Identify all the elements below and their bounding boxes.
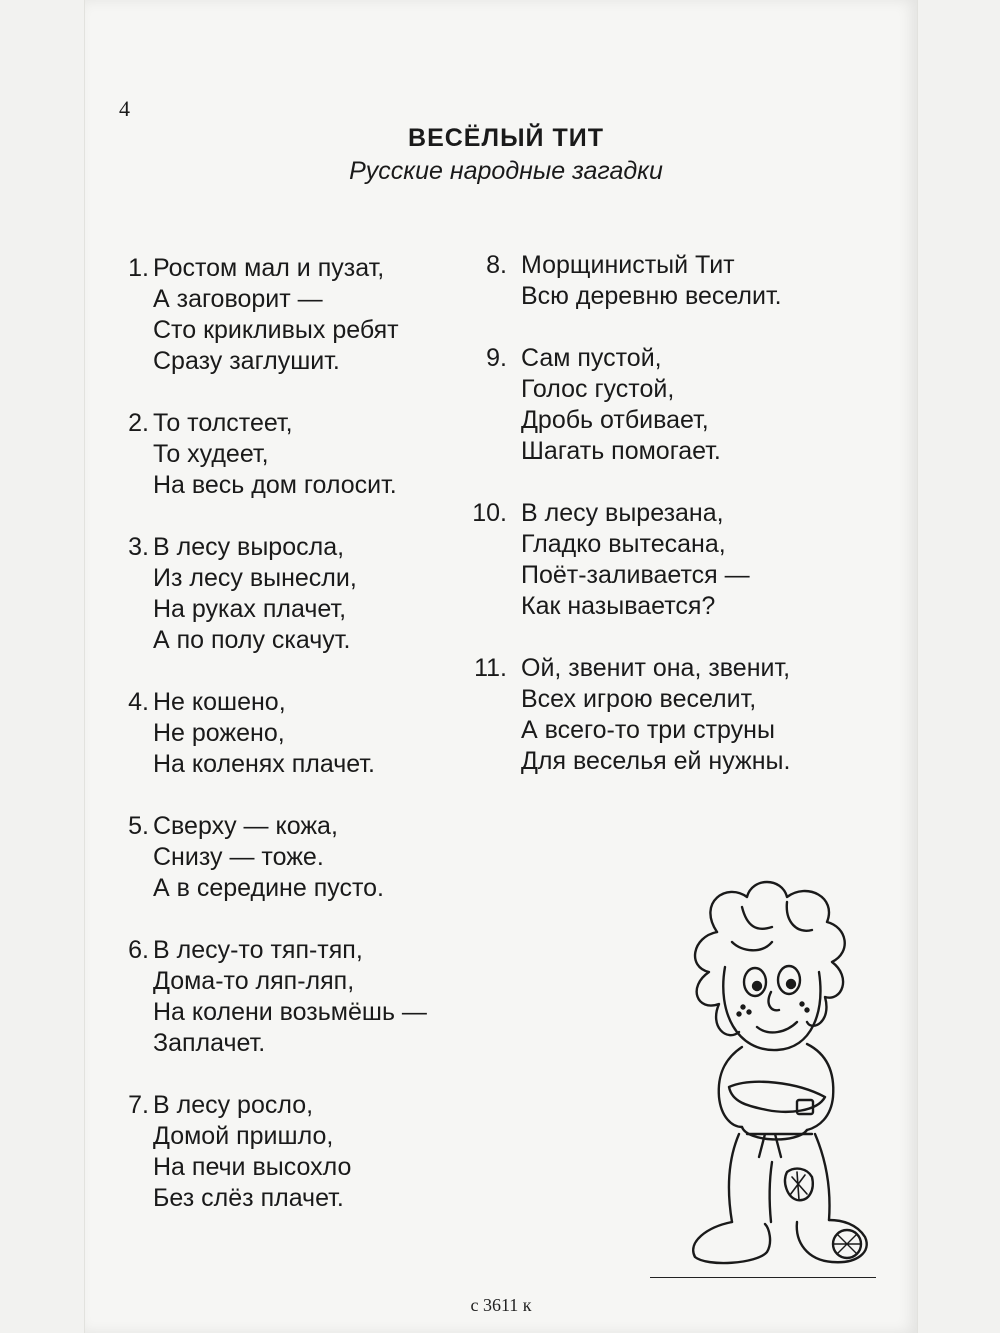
riddle-line: Дома-то ляп-ляп, <box>153 967 355 995</box>
riddle-line: На печи высохло <box>153 1153 352 1181</box>
riddle-line: Голос густой, <box>521 375 675 403</box>
riddle-line: Сам пустой, <box>521 344 662 372</box>
riddle-line: Из лесу вынесли, <box>153 564 357 592</box>
divider-line <box>650 1277 876 1278</box>
riddle-line: Без слёз плачет. <box>153 1184 344 1212</box>
riddle-line: В лесу выросла, <box>153 533 345 561</box>
riddle-line: В лесу-то тяп-тяп, <box>153 936 363 964</box>
riddle-item <box>115 935 495 1059</box>
riddle-item <box>455 653 875 777</box>
riddle-item <box>115 1090 495 1214</box>
riddle-line: На весь дом голосит. <box>153 471 397 499</box>
book-page <box>85 0 917 1333</box>
scruffy-boy-illustration <box>647 872 887 1272</box>
riddle-line: Не кошено, <box>153 688 286 716</box>
riddle-item <box>115 532 495 656</box>
page-subtitle: Русские народные загадки <box>349 157 663 185</box>
riddle-line: Сверху — кожа, <box>153 812 338 840</box>
riddle-line: На руках плачет, <box>153 595 347 623</box>
riddle-number: 10. <box>472 499 507 527</box>
riddle-item <box>115 687 495 780</box>
riddle-number: 8. <box>486 251 507 279</box>
riddle-number: 6. <box>128 936 149 964</box>
riddle-line: Как называется? <box>521 592 716 620</box>
riddle-item <box>455 250 875 312</box>
riddle-line: Дробь отбивает, <box>521 406 709 434</box>
riddle-line: А заговорит — <box>153 285 323 313</box>
riddles-left-column <box>115 253 495 1245</box>
riddle-item <box>455 498 875 622</box>
riddle-item <box>115 253 495 377</box>
riddle-line: Всю деревню веселит. <box>521 282 782 310</box>
riddle-line: Сто крикливых ребят <box>153 316 399 344</box>
riddle-number: 11. <box>474 654 507 682</box>
footer-code: с 3611 к <box>470 1295 532 1315</box>
riddle-line: Не рожено, <box>153 719 285 747</box>
riddle-line: Заплачет. <box>153 1029 266 1057</box>
riddle-line: Всех игрою веселит, <box>521 685 757 713</box>
riddle-number: 5. <box>128 812 149 840</box>
riddle-line: Ой, звенит она, звенит, <box>521 654 791 682</box>
riddle-line: Гладко вытесана, <box>521 530 726 558</box>
riddle-item <box>115 408 495 501</box>
riddle-number: 4. <box>128 688 149 716</box>
riddle-number: 7. <box>128 1091 149 1119</box>
riddle-line: Для веселья ей нужны. <box>521 747 791 775</box>
riddle-line: В лесу вырезана, <box>521 499 724 527</box>
riddle-line: А по полу скачут. <box>153 626 351 654</box>
riddle-line: А всего-то три струны <box>521 716 775 744</box>
riddle-number: 9. <box>486 344 507 372</box>
riddle-line: То худеет, <box>153 440 269 468</box>
riddle-line: Поёт-заливается — <box>521 561 750 589</box>
riddle-number: 3. <box>128 533 149 561</box>
riddle-line: А в середине пусто. <box>153 874 384 902</box>
riddle-line: Снизу — тоже. <box>153 843 324 871</box>
riddle-line: Морщинистый Тит <box>521 251 735 279</box>
riddle-line: Сразу заглушит. <box>153 347 340 375</box>
riddle-item <box>455 343 875 467</box>
riddle-number: 2. <box>128 409 149 437</box>
riddle-line: То толстеет, <box>153 409 293 437</box>
riddle-item <box>115 811 495 904</box>
riddle-line: В лесу росло, <box>153 1091 314 1119</box>
riddle-line: Домой пришло, <box>153 1122 334 1150</box>
riddle-line: Ростом мал и пузат, <box>153 254 385 282</box>
riddles-right-column <box>455 250 875 808</box>
page-number: 4 <box>119 96 130 121</box>
riddle-line: На коленях плачет. <box>153 750 375 778</box>
page-title: ВЕСЁЛЫЙ ТИТ <box>408 124 604 152</box>
riddle-line: На колени возьмёшь — <box>153 998 427 1026</box>
riddle-line: Шагать помогает. <box>521 437 721 465</box>
riddle-number: 1. <box>128 254 149 282</box>
